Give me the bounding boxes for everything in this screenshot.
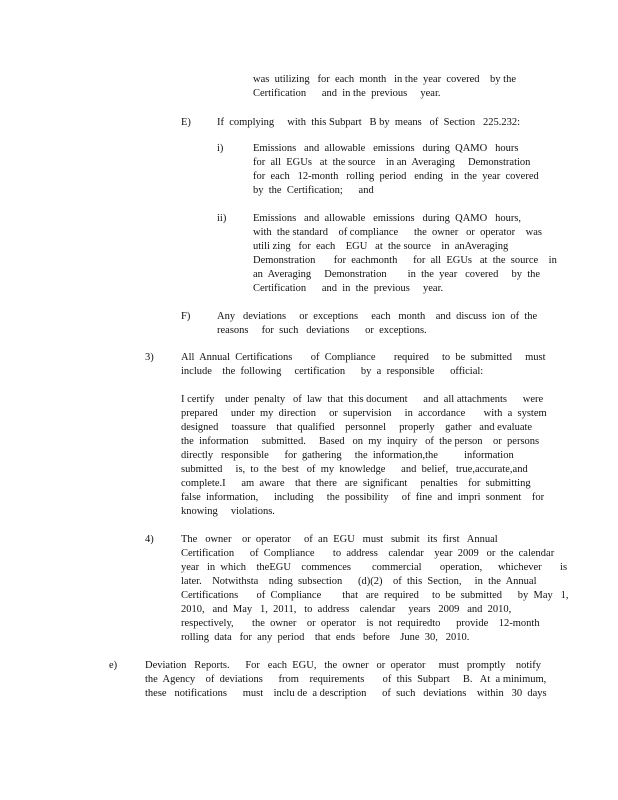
certification-line: submitted is, to the best of my knowledge and belief, true,accurate,and — [181, 464, 528, 475]
item-e-line: these notifications must inclu de a description of such deviations within 30 days — [145, 688, 547, 699]
item-e-line: the Agency of deviations from requirements of this Subpart B. At a minimum, — [145, 674, 547, 685]
item-E-text: If complying with this Subpart B by means of Section 225.232: — [217, 117, 521, 128]
item-label-E: E) — [181, 117, 191, 128]
item-4-line: later. Notwithsta nding subsection (d)(2) of this Section, in the Annual — [181, 576, 537, 587]
certification-line: I certify under penalty of law that this document and all attachments were — [181, 394, 544, 405]
item-i-line: by the Certification; and — [253, 185, 374, 196]
item-3-line: All Annual Certifications of Compliance required to be submitted must — [181, 352, 546, 363]
certification-line: directly responsible for gathering the information,the information — [181, 450, 514, 461]
item-4-line: Certification of Compliance to address calendar year 2009 or the calendar — [181, 548, 555, 559]
certification-line: designed toassure that qualified personnel properly gather and evaluate — [181, 422, 533, 433]
item-F-line: reasons for such deviations or exceptions. — [217, 325, 427, 336]
item-ii-line: utili zing for each EGU at the source in anAveraging — [253, 241, 509, 252]
item-label-F: F) — [181, 311, 191, 322]
certification-line: complete.I am aware that there are significant penalties for submitting — [181, 478, 531, 489]
item-4-line: The owner or operator of an EGU must submit its first Annual — [181, 534, 498, 545]
item-ii-line: Certification and in the previous year. — [253, 283, 444, 294]
item-i-line: for each 12-month rolling period ending in the year covered — [253, 171, 539, 182]
certification-line: prepared under my direction or supervision in accordance with a system — [181, 408, 547, 419]
item-label-3: 3) — [145, 352, 154, 363]
certification-line: knowing violations. — [181, 506, 275, 517]
item-4-line: respectively, the owner or operator is not requiredto provide 12-month — [181, 618, 540, 629]
item-e-line: Deviation Reports. For each EGU, the owner or operator must promptly notify — [145, 660, 542, 671]
item-ii-line: with the standard of compliance the owner or operator was — [253, 227, 542, 238]
item-label-i: i) — [217, 143, 224, 154]
item-4-line: 2010, and May 1, 2011, to address calendar years 2009 and 2010, — [181, 604, 512, 615]
item-4-line: year in which theEGU commences commercial operation, whichever is — [181, 562, 568, 573]
certification-line: false information, including the possibility of fine and impri sonment for — [181, 492, 545, 503]
item-3-line: include the following certification by a responsible official: — [181, 366, 484, 377]
item-ii-line: Emissions and allowable emissions during QAMO hours, — [253, 213, 522, 224]
item-label-e: e) — [109, 660, 118, 671]
item-ii-line: an Averaging Demonstration in the year covered by the — [253, 269, 541, 280]
item-label-4: 4) — [145, 534, 154, 545]
item-label-ii: ii) — [217, 213, 227, 224]
item-i-line: for all EGUs at the source in an Averaging Demonstration — [253, 157, 531, 168]
item-F-line: Any deviations or exceptions each month and discuss ion of the — [217, 311, 538, 322]
continuation-line: Certification and in the previous year. — [253, 88, 441, 99]
item-i-line: Emissions and allowable emissions during QAMO hours — [253, 143, 519, 154]
item-ii-line: Demonstration for eachmonth for all EGUs at the source in — [253, 255, 557, 266]
continuation-line: was utilizing for each month in the year covered by the — [253, 74, 517, 85]
item-4-line: Certifications of Compliance that are required to be submitted by May 1, — [181, 590, 569, 601]
certification-line: the information submitted. Based on my inquiry of the person or persons — [181, 436, 540, 447]
item-4-line: rolling data for any period that ends before June 30, 2010. — [181, 632, 470, 643]
